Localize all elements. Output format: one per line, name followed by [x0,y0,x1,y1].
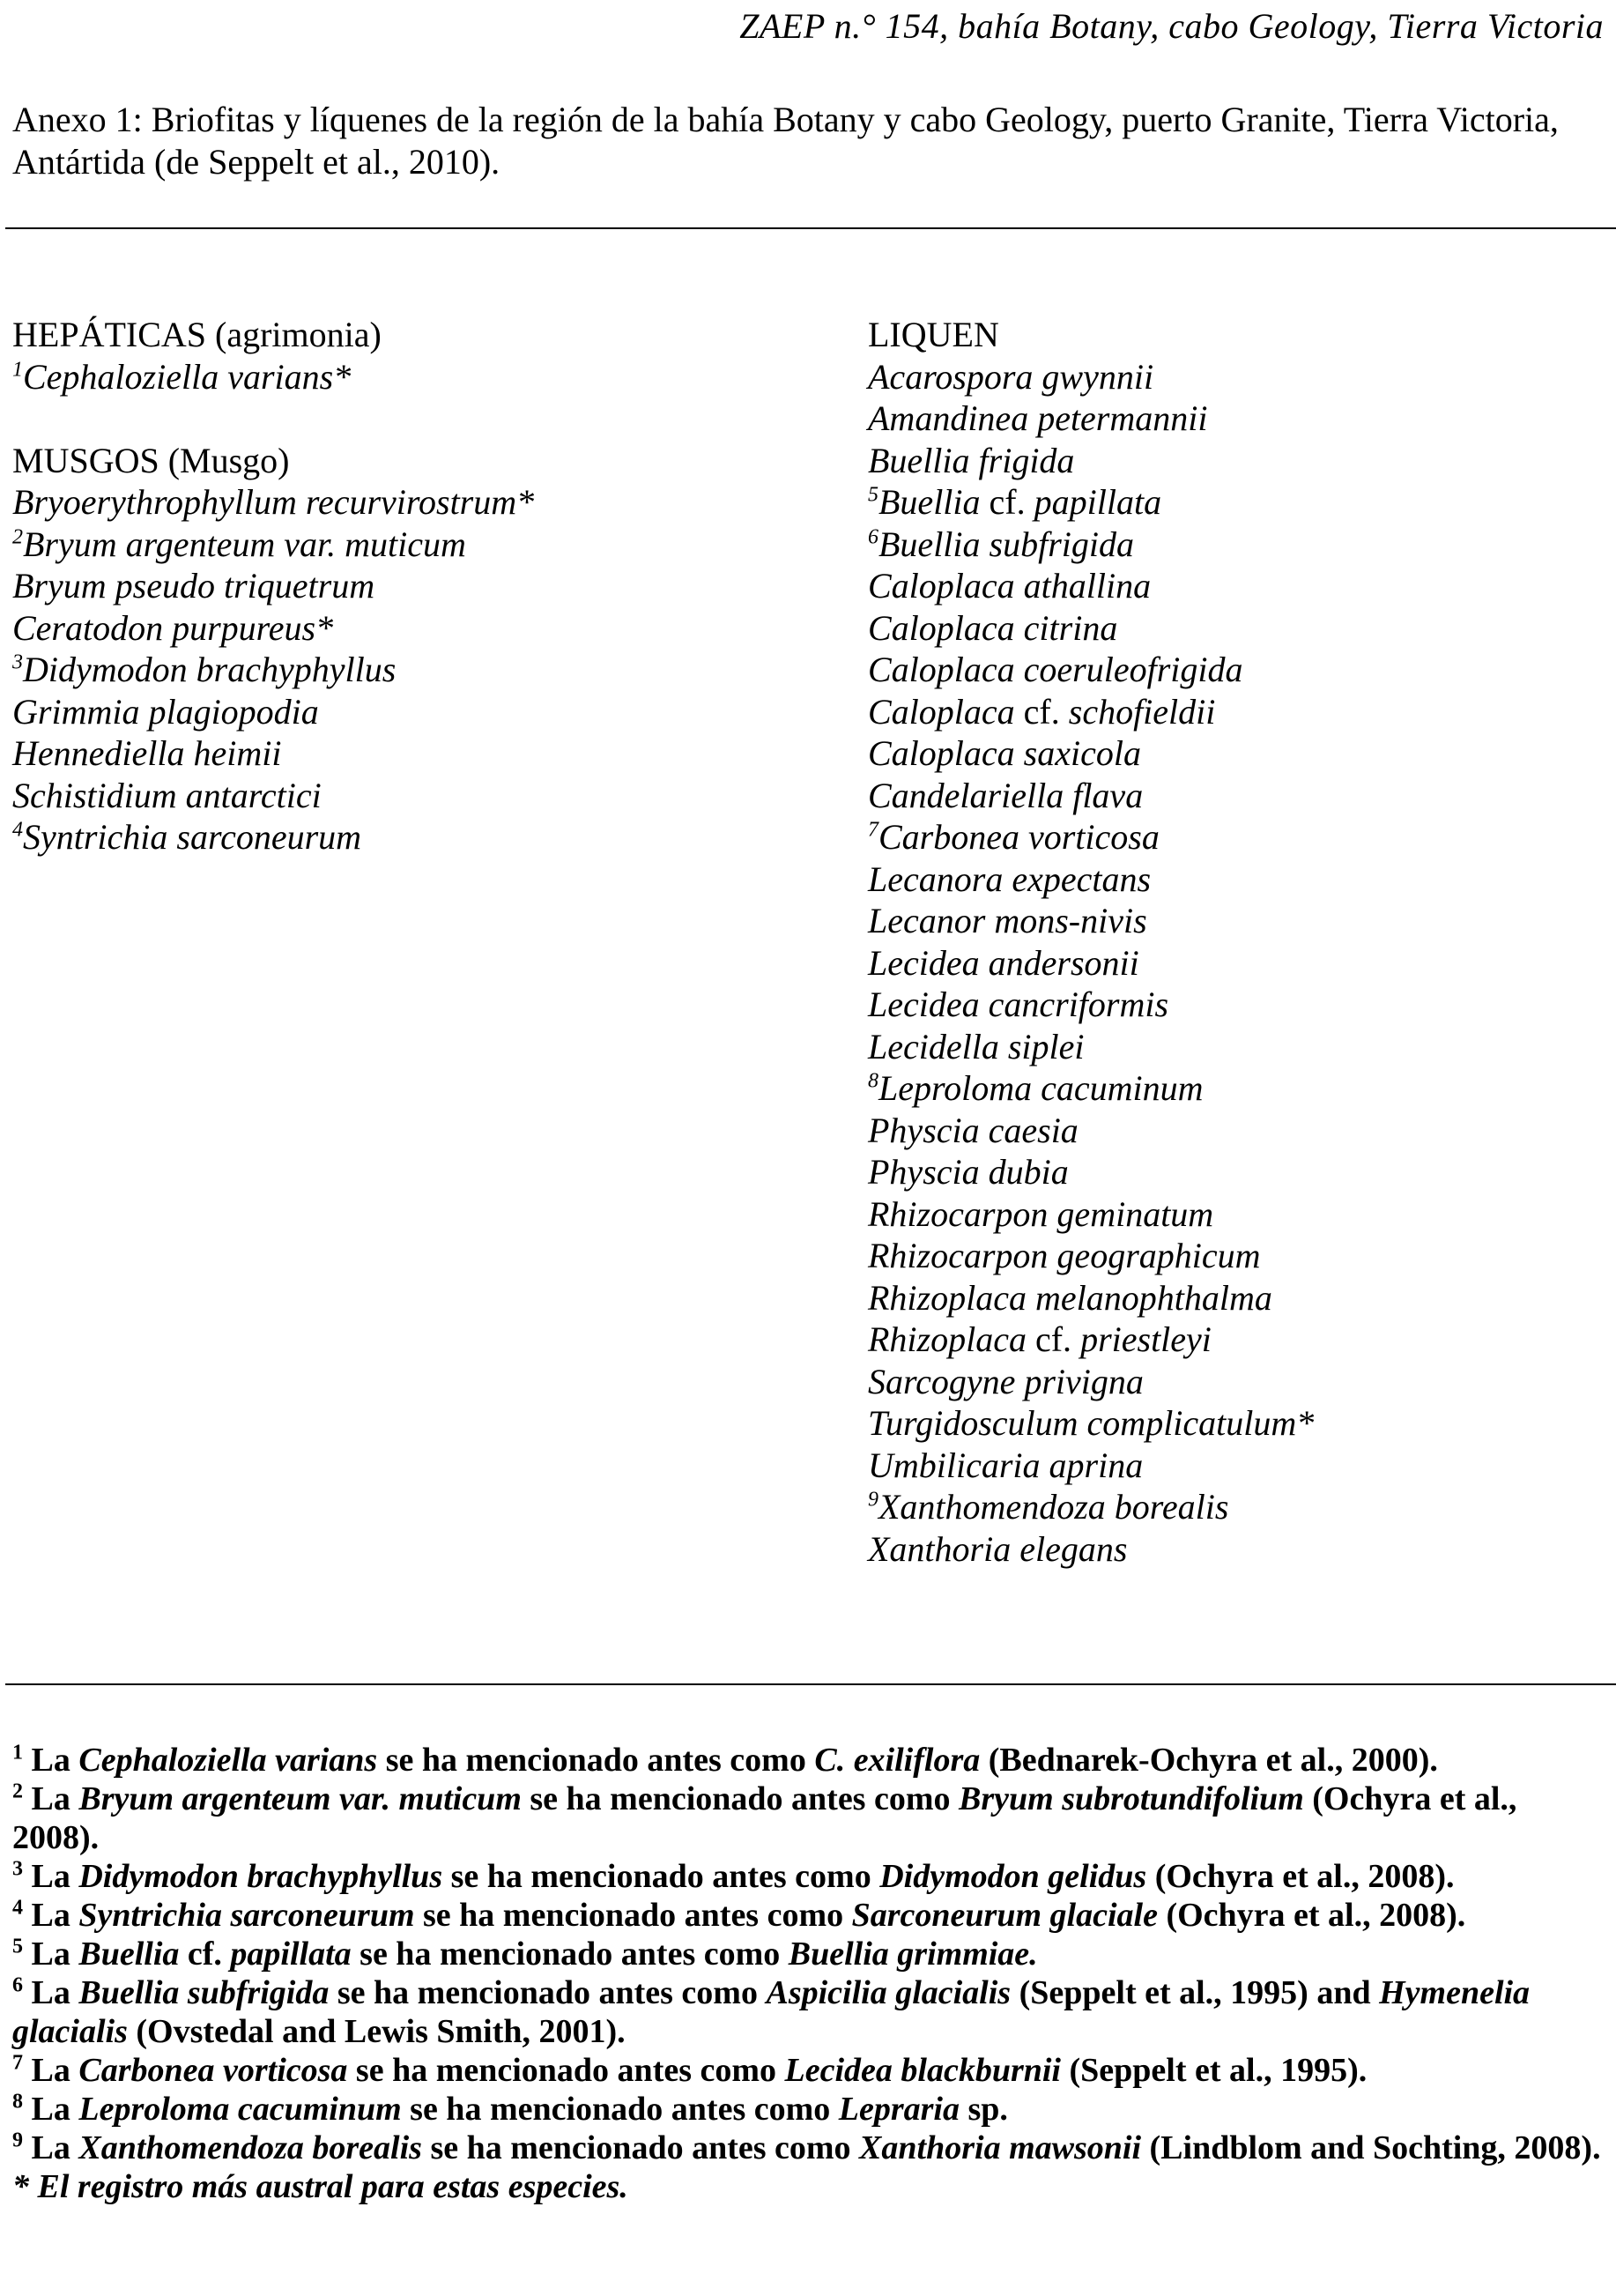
footnote-taxon: Buellia [78,1936,180,1973]
footnote-text: (Seppelt et al., 1995). [1061,2052,1368,2089]
species-item [868,440,1608,482]
footnote-number: 5 [12,1935,23,1958]
species-name: Acarospora gwynnii [868,356,1154,397]
footnote-text: La [31,2052,79,2089]
footnote-text: La [31,1780,79,1817]
footnote-marker: 9 [868,1488,878,1512]
left-column [12,314,805,858]
species-name: Lecanora expectans [868,858,1152,899]
species-name: Xanthoria elegans [868,1528,1128,1569]
species-name: Grimmia plagiopodia [12,691,319,732]
species-name: Leproloma cacuminum [878,1068,1204,1108]
footnote [12,2090,1607,2129]
species-item [12,775,805,817]
footnote-marker: 7 [868,818,878,842]
footnote-taxon: Lecidea blackburnii [784,2052,1061,2089]
footnote-number: 7 [12,2051,23,2075]
footnote-number: 6 [12,1973,23,1997]
top-divider [5,227,1616,229]
footnote-text: La [31,1742,79,1779]
footnote-number: 8 [12,2090,23,2114]
species-item [868,649,1608,691]
footnote-text: cf. [179,1936,231,1973]
species-item [868,1445,1608,1487]
footnote-text: La [31,1936,79,1973]
species-item [868,1277,1608,1319]
footnote-number: 3 [12,1857,23,1881]
species-item [12,607,805,650]
footnote-taxon: Xanthomendoza borealis [78,2129,422,2166]
footnote-taxon: Bryum subrotundifolium [959,1780,1304,1817]
footnote-text: se ha mencionado antes como [329,1974,767,2011]
footnotes [12,1741,1607,2206]
species-name: Lecidea andersonii [868,942,1139,983]
footnote-taxon: Bryum argenteum var. muticum [78,1780,522,1817]
species-item [12,481,805,524]
footnote-number: 9 [12,2129,23,2152]
footnote-marker: 6 [868,525,878,549]
mosses-list [12,481,805,858]
footnote-taxon: Lepraria [838,2091,960,2128]
species-item [868,984,1608,1026]
species-item [868,942,1608,985]
species-item [12,816,805,858]
species-name: Rhizocarpon geographicum [868,1236,1261,1275]
footnote-text: (Seppelt et al., 1995) and [1011,1974,1380,2011]
footnote-text: se ha mencionado antes como [347,2052,785,2089]
species-name: Buellia frigida [868,440,1075,480]
species-item [868,775,1608,817]
species-item [12,356,805,398]
liverworts-heading: HEPÁTICAS (agrimonia) [12,315,382,354]
species-name: Lecanor mons-nivis [868,901,1147,940]
species-name: Caloplaca coeruleofrigida [868,650,1243,689]
species-item [868,565,1608,607]
species-item [868,1110,1608,1152]
footnote-taxon: papillata [230,1936,352,1973]
species-name: Rhizoplaca cf. priestleyi [868,1319,1212,1359]
footnote-taxon: Buellia subfrigida [78,1974,330,2011]
species-name: Xanthomendoza borealis [878,1487,1229,1527]
species-name: Bryum argenteum var. muticum [23,524,466,564]
species-item [868,1067,1608,1110]
running-header: ZAEP n.° 154, bahía Botany, cabo Geology, Tierra Victoria [739,6,1604,46]
species-name: Carbonea vorticosa [878,817,1160,857]
footnote [12,2129,1607,2167]
footnote-number: 1 [12,1741,23,1765]
species-name: Caloplaca saxicola [868,733,1141,773]
species-name: Caloplaca athallina [868,566,1152,606]
species-name: Rhizoplaca melanophthalma [868,1277,1272,1318]
species-name: Lecidea cancriformis [868,985,1169,1024]
species-item [868,1151,1608,1193]
species-name: Lecidella siplei [868,1026,1085,1066]
species-item [12,732,805,775]
footnote [12,2051,1607,2090]
species-name: Candelariella flava [868,775,1144,815]
footnote-text: La [31,2129,79,2166]
footnote-text: se ha mencionado antes como [401,2091,839,2128]
footnote-text: se ha mencionado antes como [421,2129,860,2166]
liverworts-list [12,356,805,398]
footnote-taxon: Hymenelia glacialis [12,1974,1531,2050]
species-name: Physcia dubia [868,1152,1069,1192]
species-item [868,1402,1608,1445]
species-name: Schistidium antarctici [12,775,322,815]
species-item [868,858,1608,901]
species-item [868,1486,1608,1528]
species-item [868,1319,1608,1361]
species-item [12,565,805,607]
species-item [868,816,1608,858]
annex-title: Anexo 1: Briofitas y líquenes de la región de la bahía Botany y cabo Geology, puerto Granite, Tierra Victoria, Antártida (de Seppelt et al., 2010). [12,100,1559,182]
species-name: Physcia caesia [868,1110,1079,1150]
footnote-marker: 5 [868,483,878,507]
footnote-text: se ha mencionado antes como [377,1742,815,1779]
footnote-text: La [31,1858,79,1895]
species-name: Bryum pseudo triquetrum [12,566,375,606]
footnote-taxon: Sarconeurum glaciale [851,1897,1158,1934]
footnote-marker: 8 [868,1069,878,1093]
species-name: Hennediella heimii [12,733,282,773]
footnote [12,1780,1607,1857]
footnote-taxon: Syntrichia sarconeurum [78,1897,415,1934]
mosses-heading: MUSGOS (Musgo) [12,440,290,480]
footnote-text: se ha mencionado antes como [414,1897,852,1934]
species-name: Caloplaca cf. schofieldii [868,691,1216,732]
species-item [12,649,805,691]
southernmost-record-note: * El registro más austral para estas especies. [12,2168,628,2205]
species-item [868,1235,1608,1277]
right-column [868,314,1608,1570]
footnote-taxon: Carbonea vorticosa [78,2052,348,2089]
footnote-number: 2 [12,1780,23,1803]
footnote-text: La [31,1974,79,2011]
footnote-text: (Lindblom and Sochting, 2008). [1141,2129,1601,2166]
species-name: Umbilicaria aprina [868,1445,1144,1485]
species-item [868,1528,1608,1571]
footnote-text: (Ochyra et al., 2008). [1146,1858,1455,1895]
species-item [12,524,805,566]
footnote-number: 4 [12,1896,23,1920]
species-name: Didymodon brachyphyllus [23,650,397,689]
footnote-taxon: Didymodon gelidus [879,1858,1147,1895]
footnote-text: La [31,2091,79,2128]
footnote-marker: 2 [12,525,23,549]
species-item [868,900,1608,942]
lichens-heading: LIQUEN [868,315,999,354]
species-item [868,524,1608,566]
footnote [12,1741,1607,1780]
species-name: Buellia subfrigida [878,524,1134,564]
species-item [868,1193,1608,1236]
species-item [868,1026,1608,1068]
footnote-taxon: Xanthoria mawsonii [859,2129,1142,2166]
footnote-text: (Ochyra et al., 2008). [12,1780,1517,1856]
species-name: Bryoerythrophyllum recurvirostrum* [12,482,535,522]
footnote-taxon: C. exiliflora [814,1742,981,1779]
footnote-list [12,1741,1607,2167]
footnote-marker: 1 [12,358,23,382]
footnote-marker: 4 [12,818,23,842]
footnote-text: se ha mencionado antes como [351,1936,789,1973]
footnote [12,1896,1607,1935]
footnote-text: sp. [959,2091,1008,2128]
footnote [12,1857,1607,1896]
species-name: Cephaloziella varians* [23,356,352,397]
footnote [12,1935,1607,1973]
species-item [868,398,1608,440]
footnote-text: (Ochyra et al., 2008). [1157,1897,1466,1934]
lichens-list [868,356,1608,1571]
species-name: Amandinea petermannii [868,398,1208,438]
footnote-taxon: Buellia grimmiae. [788,1936,1038,1973]
footnote-taxon: Aspicilia glacialis [766,1974,1012,2011]
species-item [868,481,1608,524]
species-item [868,356,1608,398]
footnote-text: se ha mencionado antes como [442,1858,880,1895]
bottom-divider [5,1683,1616,1685]
species-name: Caloplaca citrina [868,607,1118,648]
footnote-text: (Ovstedal and Lewis Smith, 2001). [127,2013,626,2050]
species-item [868,1361,1608,1403]
species-name: Rhizocarpon geminatum [868,1193,1214,1234]
footnote-taxon: Leproloma cacuminum [78,2091,402,2128]
footnote-taxon: Cephaloziella varians [78,1742,378,1779]
species-name: Buellia cf. papillata [878,482,1162,522]
footnote-text: La [31,1897,79,1934]
species-name: Ceratodon purpureus* [12,607,334,648]
footnote [12,1973,1607,2051]
footnote-marker: 3 [12,650,23,674]
species-name: Syntrichia sarconeurum [23,817,362,857]
species-item [868,691,1608,733]
species-item [12,691,805,733]
species-item [868,732,1608,775]
footnote-text: se ha mencionado antes como [521,1780,959,1817]
footnote-text: (Bednarek-Ochyra et al., 2000). [980,1742,1438,1779]
species-name: Sarcogyne privigna [868,1361,1144,1401]
species-name: Turgidosculum complicatulum* [868,1403,1315,1443]
species-item [868,607,1608,650]
spacer [12,398,805,440]
footnote-taxon: Didymodon brachyphyllus [78,1858,443,1895]
